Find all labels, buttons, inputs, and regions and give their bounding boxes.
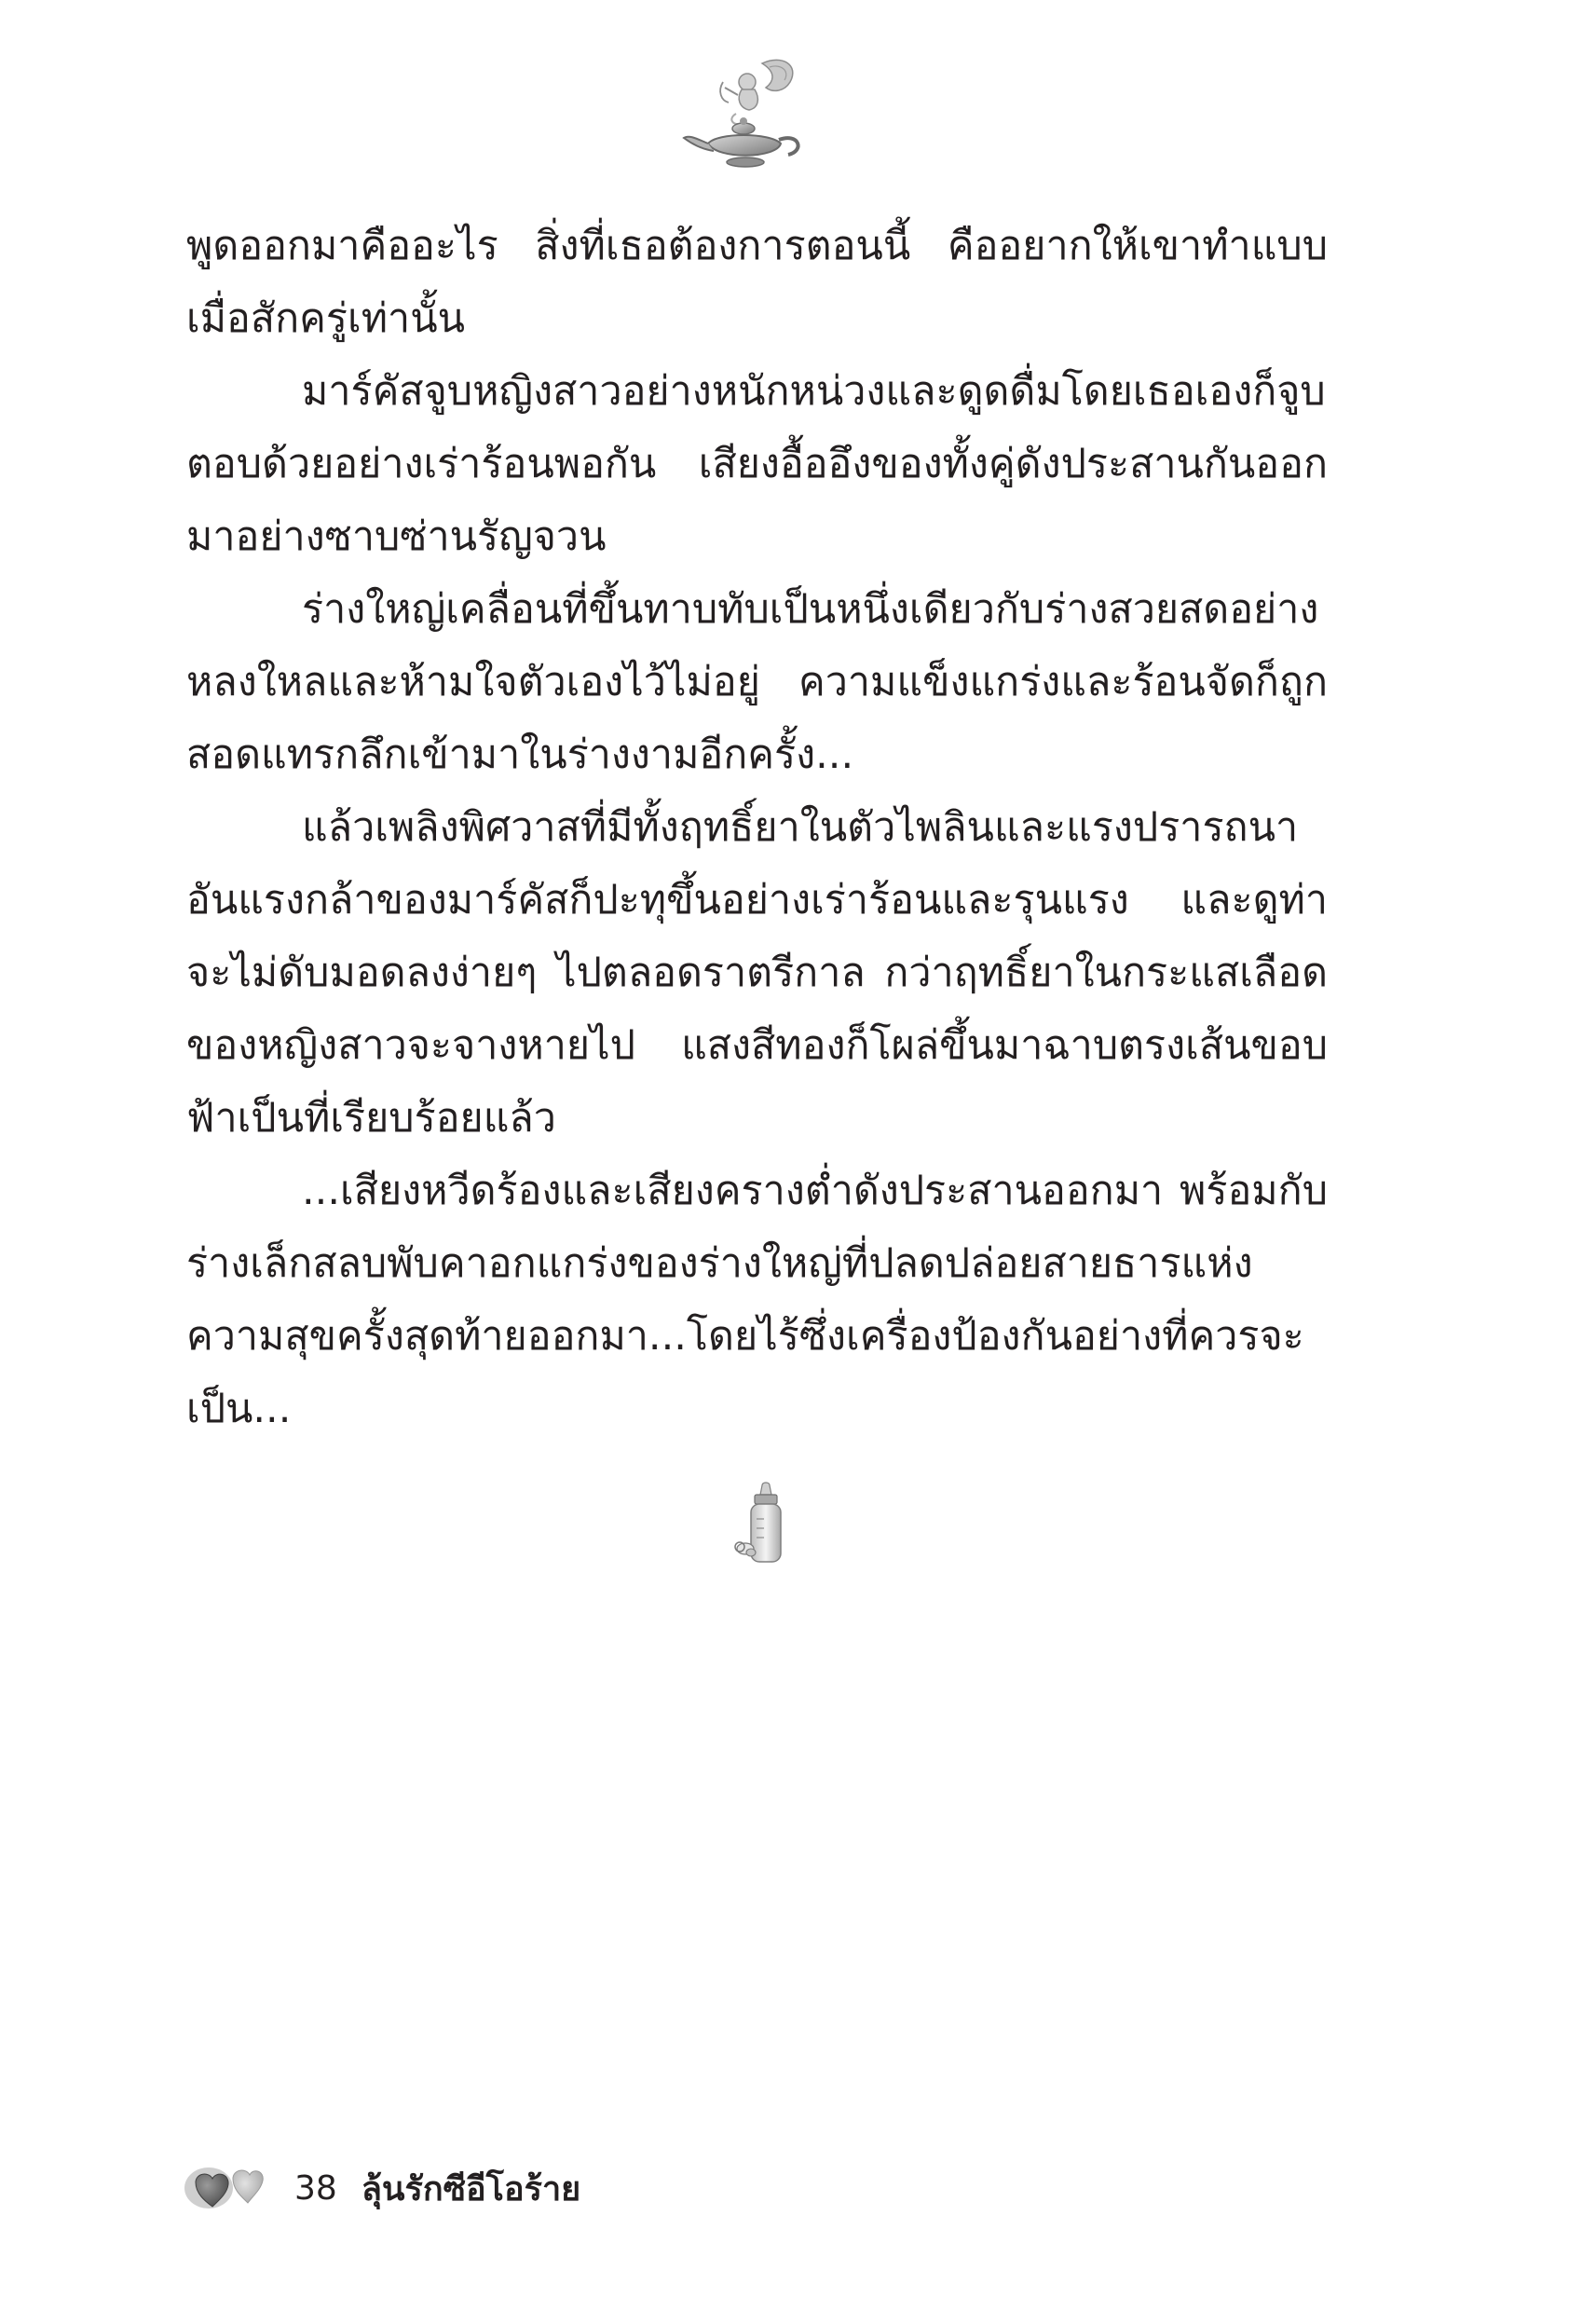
page-footer [184, 2160, 580, 2216]
baby-bottle-pacifier-icon [734, 1482, 801, 1567]
paragraph: ร่างใหญ่เคลื่อนที่ขึ้นทาบทับเป็นหนึ่งเดียวกับร่างสวยสดอย่างหลงใหลและห้ามใจตัวเองไว้ไม่อยู่ ความแข็งแกร่งและร้อนจัดก็ถูกสอดแทรกลึกเข้ามาในร่างงามอีกครั้ง... [186, 586, 1328, 778]
paragraph: ...เสียงหวีดร้องและเสียงครางต่ำดังประสานออกมา พร้อมกับร่างเล็กสลบพับคาอกแกร่งของร่างใหญ่ที่ปลดปล่อยสายธารแห่งความสุขครั้งสุดท้ายออกมา...โดยไร้ซึ่งเครื่องป้องกันอย่างที่ควรจะเป็น... [186, 1168, 1328, 1432]
book-title: ลุ้นรักซีอีโอร้าย [361, 2169, 581, 2208]
paragraph: พูดออกมาคืออะไร สิ่งที่เธอต้องการตอนนี้ คืออยากให้เขาทำแบบเมื่อสักครู่เท่านั้น [186, 223, 1328, 342]
paragraph: มาร์คัสจูบหญิงสาวอย่างหนักหน่วงและดูดดื่มโดยเธอเองก็จูบตอบด้วยอย่างเร่าร้อนพอกัน เสียงอื้ออึงของทั้งคู่ดังประสานกันออกมาอย่างซาบซ่านรัญจวน [186, 368, 1328, 560]
genie-lamp-cupid-icon [680, 54, 820, 175]
page-number: 38 [294, 2168, 337, 2208]
body-text [186, 210, 1328, 1445]
paragraph: แล้วเพลิงพิศวาสที่มีทั้งฤทธิ์ยาในตัวไพลินและแรงปรารถนาอันแรงกล้าของมาร์คัสก็ปะทุขึ้นอย่างเร่าร้อนและรุนแรง และดูท่าจะไม่ดับมอดลงง่ายๆ ไปตลอดราตรีกาล กว่าฤทธิ์ยาในกระแสเลือดของหญิงสาวจะจางหายไป แสงสีทองก็โผล่ขึ้นมาฉาบตรงเส้นขอบฟ้าเป็นที่เรียบร้อยแล้ว [186, 804, 1328, 1142]
hearts-icon [184, 2162, 265, 2214]
